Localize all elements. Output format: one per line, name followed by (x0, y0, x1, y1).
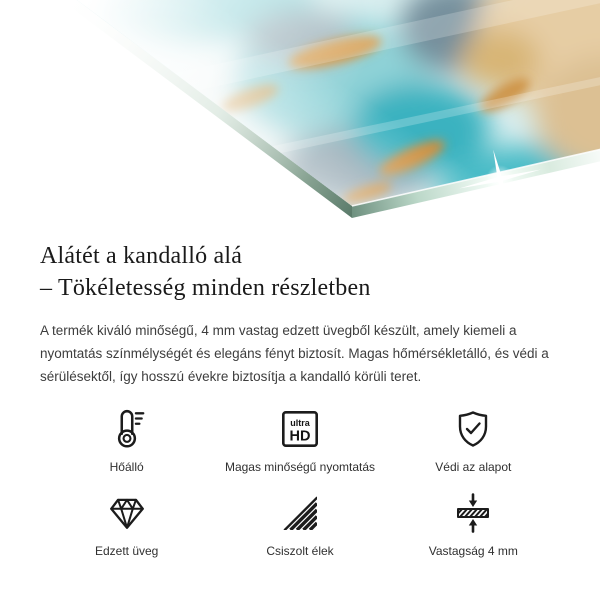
section-title-line2: – Tökéletesség minden részletben (40, 275, 371, 301)
feature-label: Hőálló (109, 460, 144, 474)
description-section (0, 240, 600, 558)
svg-text:ultra: ultra (290, 418, 310, 428)
feature-icon-box (280, 490, 320, 536)
glass-surface-art (15, 0, 600, 230)
feature-label: Csiszolt élek (266, 544, 334, 558)
feature-protects-base (387, 406, 560, 474)
glass-panel-illustration (0, 0, 600, 230)
feature-hd-print (213, 406, 386, 474)
section-title-line1: Alátét a kandalló alá (40, 243, 243, 269)
feature-icon-box (106, 406, 148, 452)
feature-label: Magas minőségű nyomtatás (224, 460, 376, 474)
feature-label: Védi az alapot (435, 460, 512, 474)
diamond-icon (106, 493, 148, 533)
feature-icon-box (451, 490, 495, 536)
ultra-hd-icon (280, 409, 320, 449)
feature-heat-resistant (40, 406, 213, 474)
feature-grid (40, 406, 560, 558)
feature-polished-edges (213, 490, 386, 558)
polished-edges-icon (280, 493, 320, 533)
svg-text:HD: HD (289, 428, 311, 445)
section-title (40, 240, 560, 304)
thermometer-icon (106, 407, 148, 451)
feature-thickness (387, 490, 560, 558)
feature-icon-box (453, 406, 493, 452)
feature-label: Edzett üveg (94, 544, 159, 558)
thickness-icon (451, 493, 495, 533)
feature-tempered-glass (40, 490, 213, 558)
feature-icon-box (280, 406, 320, 452)
section-paragraph: A termék kiváló minőségű, 4 mm vastag edzett üvegből készült, amely kiemeli a nyomtatás színmélységét és elegáns fényt biztosít. Magas hőmérsékletálló, és védi a sérülésektől, így hosszú évekre biztosítja a kandalló körüli teret. (40, 323, 549, 384)
feature-icon-box (106, 490, 148, 536)
product-hero-image (0, 0, 600, 230)
shield-check-icon (453, 409, 493, 449)
feature-label: Vastagság 4 mm (428, 544, 518, 558)
